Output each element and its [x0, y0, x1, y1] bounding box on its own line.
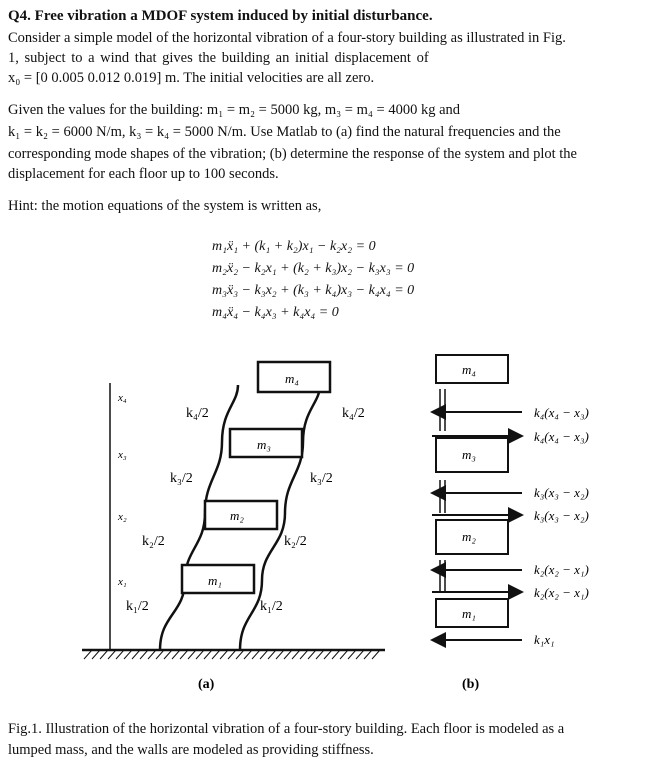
- figure-a-label: (a): [198, 677, 215, 692]
- hint: Hint: the motion equations of the system is written as,: [8, 198, 322, 214]
- force-label-6: k₂(x₂ − x₁): [534, 585, 589, 600]
- label-x2: x₂: [118, 511, 127, 523]
- spring-right-k3: k₃/2: [310, 471, 333, 486]
- initial-displacement: x₀ = [0 0.005 0.012 0.019] m. The initial velocities are all zero.: [8, 70, 375, 86]
- force-label-2: k₄(x₄ − x₃): [534, 429, 589, 444]
- mass-label-m1: m₁: [208, 573, 222, 588]
- figure-1: [0, 345, 652, 695]
- equation-4: m₄ẍ₄ − k₄x₃ + k₄x₄ = 0: [212, 305, 339, 320]
- label-x3: x₃: [118, 449, 127, 461]
- figure-caption: [8, 719, 644, 761]
- intro-line-1: Consider a simple model of the horizontal vibration of a four-story building as illustrated in Fig.: [8, 30, 566, 46]
- force-label-7: k₁x₁: [534, 632, 555, 647]
- given-line-2: k₁ = k₂ = 6000 N/m, k₃ = k₄ = 5000 N/m. Use Matlab to (a) find the natural frequencies and the: [8, 124, 561, 140]
- intro-line-2: 1, subject to a wind that gives the building an initial displacement of: [8, 50, 429, 66]
- label-x1: x₁: [118, 576, 127, 588]
- caption-line-2: lumped mass, and the walls are modeled as providing stiffness.: [8, 742, 374, 758]
- force-label-4: k₃(x₃ − x₂): [534, 508, 589, 523]
- spring-right-k1: k₁/2: [260, 599, 283, 614]
- figure-b: [432, 355, 522, 640]
- label-x4: x₄: [118, 392, 127, 404]
- mass-label-m2: m₂: [230, 508, 244, 523]
- equations-block: [212, 236, 414, 324]
- force-label-5: k₂(x₂ − x₁): [534, 562, 589, 577]
- fbd-label-m1: m₁: [462, 606, 476, 621]
- figure-b-label: (b): [462, 677, 480, 692]
- fbd-label-m2: m₂: [462, 529, 476, 544]
- given-line-3: corresponding mode shapes of the vibration; (b) determine the response of the system and plot the: [8, 146, 577, 162]
- ground-hatch: [84, 650, 380, 659]
- figure-1-svg: [0, 345, 652, 695]
- force-label-1: k₄(x₄ − x₃): [534, 405, 589, 420]
- equation-1: m₁ẍ₁ + (k₁ + k₂)x₁ − k₂x₂ = 0: [212, 239, 376, 254]
- given-line-1: Given the values for the building: m₁ = m₂ = 5000 kg, m₃ = m₄ = 4000 kg and: [8, 102, 461, 118]
- spring-right-k4: k₄/2: [342, 406, 365, 421]
- caption-line-1: Fig.1. Illustration of the horizontal vibration of a four-story building. Each floor is modeled as a: [8, 721, 565, 737]
- given-line-4: displacement for each floor up to 100 seconds.: [8, 166, 279, 182]
- question-title: Q4. Free vibration a MDOF system induced by initial disturbance.: [8, 8, 433, 24]
- spring-right-k2: k₂/2: [284, 534, 307, 549]
- spring-left-k2: k₂/2: [142, 534, 165, 549]
- fbd-label-m4: m₄: [462, 362, 476, 377]
- force-label-3: k₃(x₃ − x₂): [534, 485, 589, 500]
- spring-left-k3: k₃/2: [170, 471, 193, 486]
- equation-3: m₃ẍ₃ − k₃x₂ + (k₃ + k₄)x₃ − k₄x₄ = 0: [212, 283, 415, 298]
- question-text: [8, 6, 644, 216]
- mass-label-m3: m₃: [257, 437, 271, 452]
- mass-label-m4: m₄: [285, 371, 299, 386]
- equation-2: m₂ẍ₂ − k₂x₁ + (k₂ + k₃)x₂ − k₃x₃ = 0: [212, 261, 415, 276]
- spring-left-k1: k₁/2: [126, 599, 149, 614]
- fbd-label-m3: m₃: [462, 447, 476, 462]
- spring-left-k4: k₄/2: [186, 406, 209, 421]
